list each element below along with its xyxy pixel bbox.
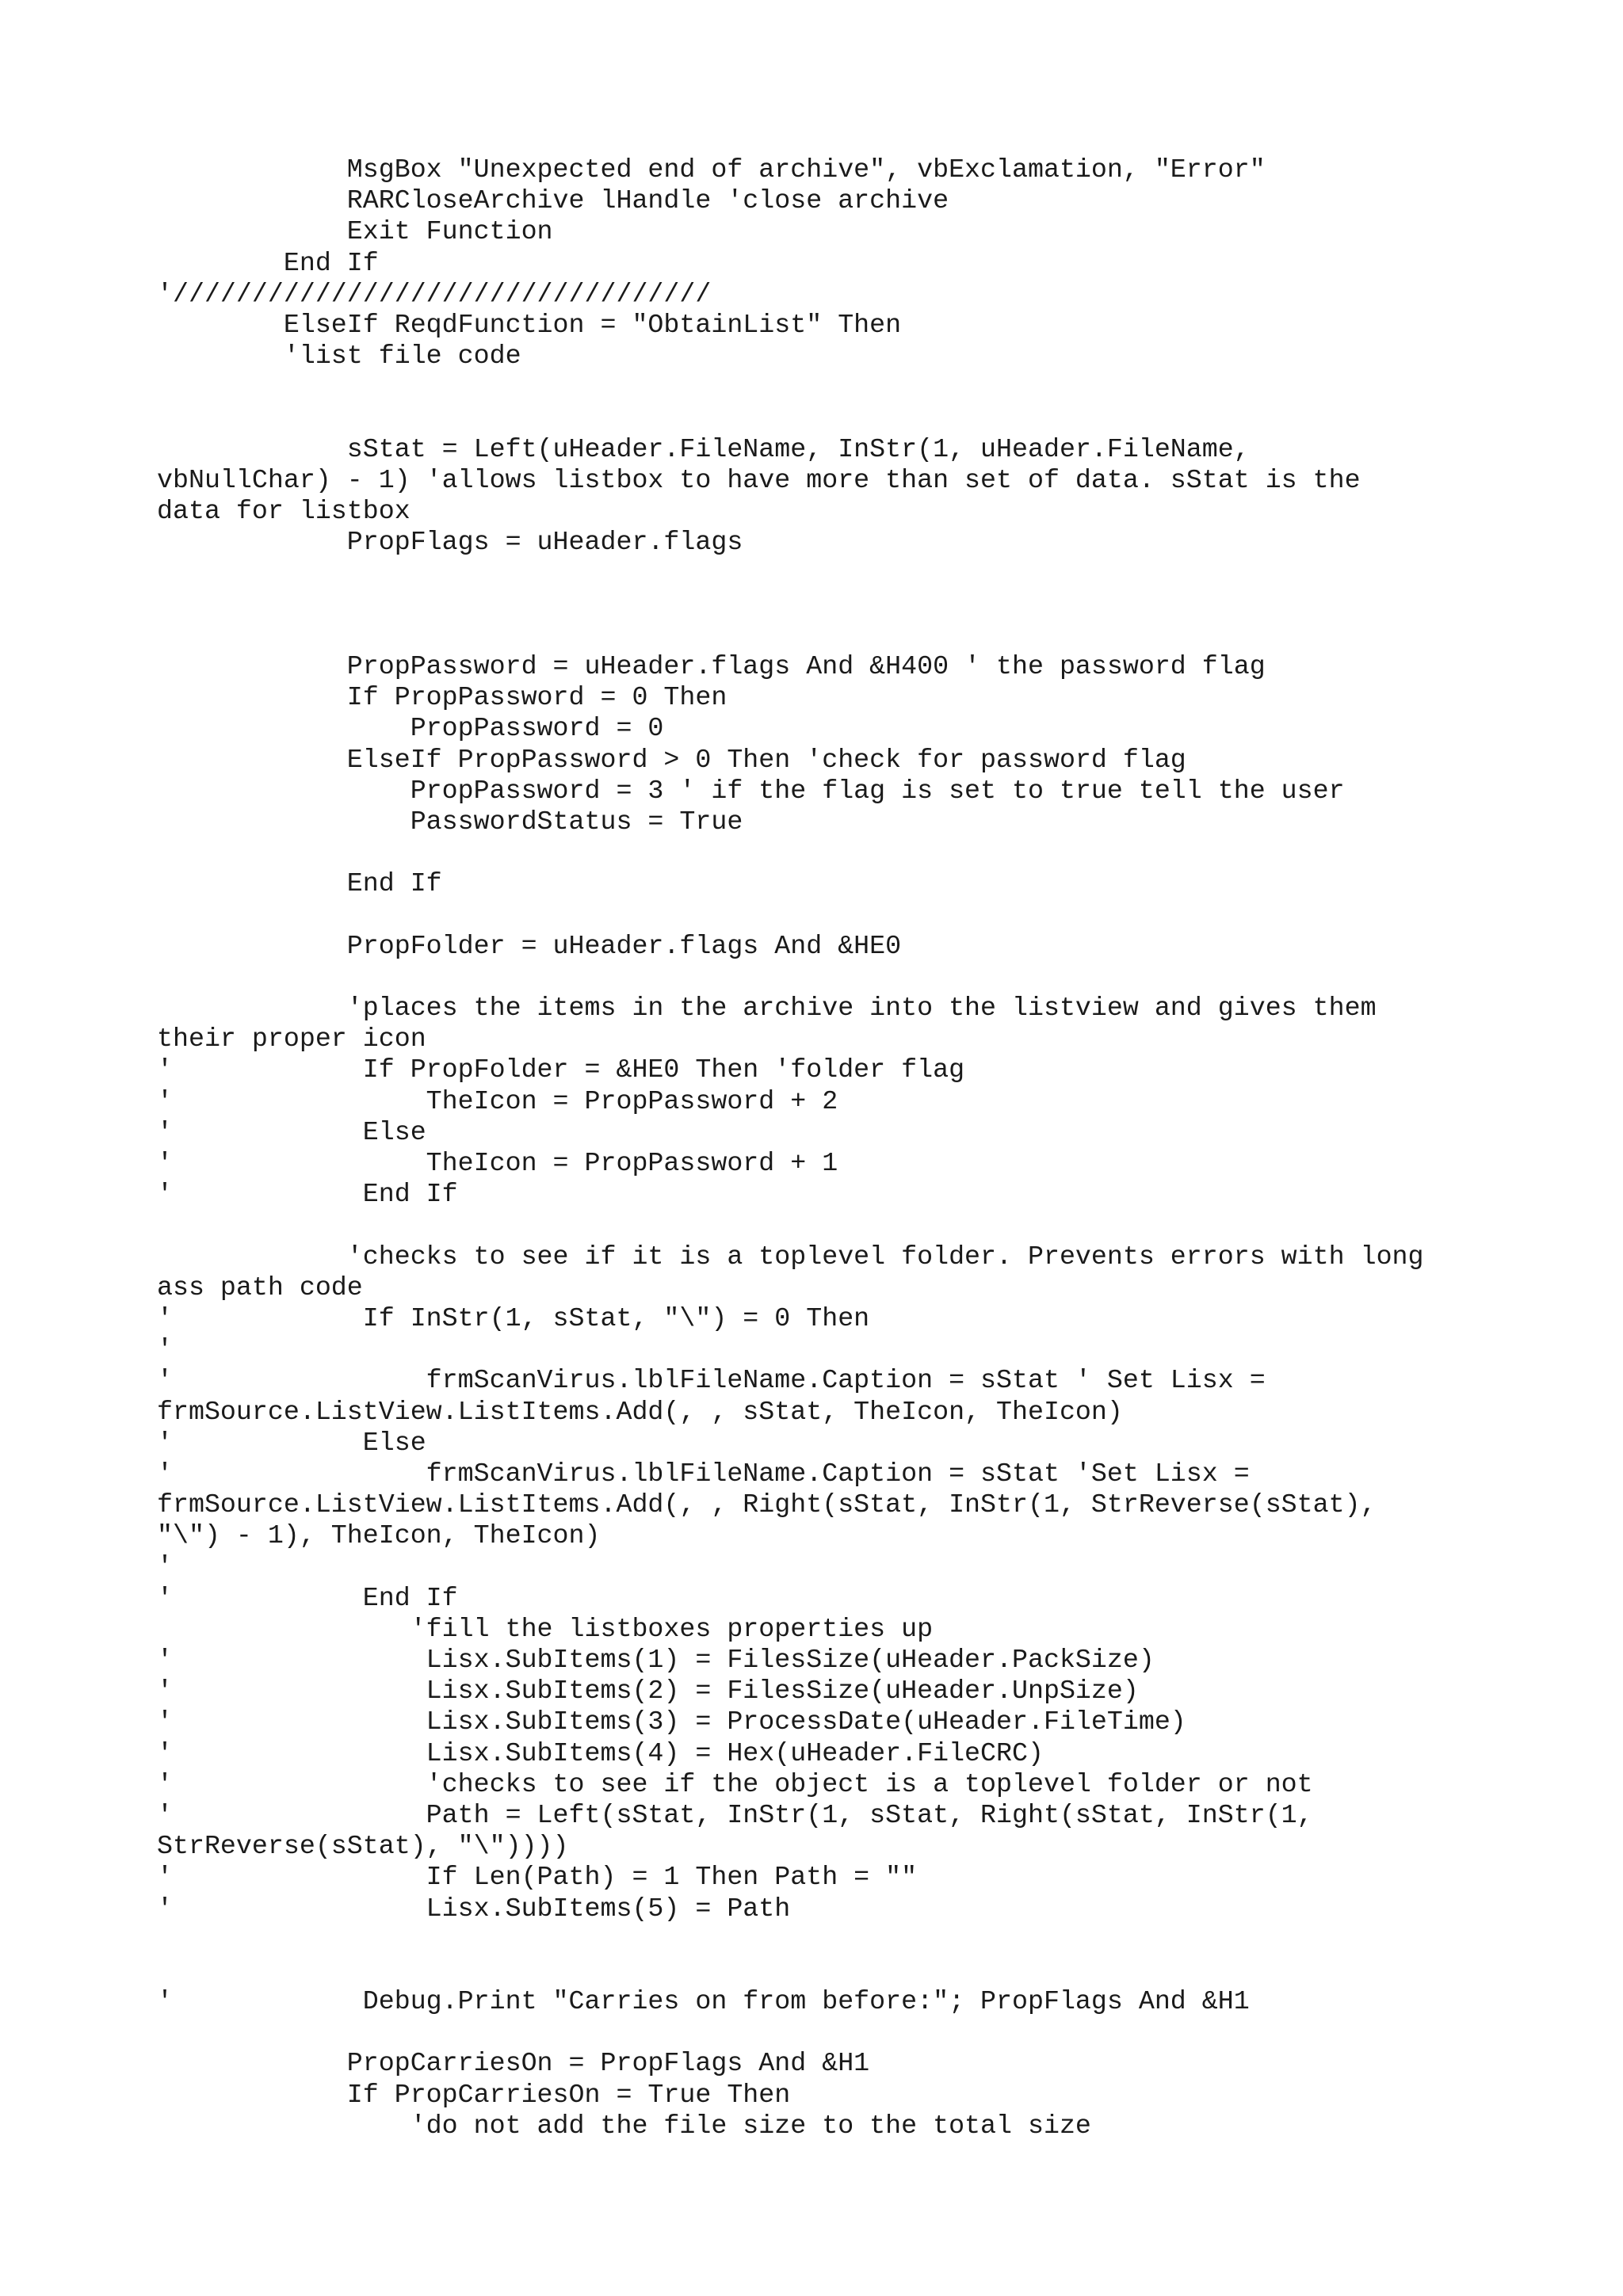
code-line: StrReverse(sStat), "\")))) (157, 1831, 569, 1862)
code-line: ' 'checks to see if the object is a toplevel folder or not (157, 1768, 1313, 1799)
code-line: ' Lisx.SubItems(1) = FilesSize(uHeader.PackSize) (157, 1645, 1155, 1675)
code-listing (157, 154, 1424, 2142)
code-line: ' Lisx.SubItems(4) = Hex(uHeader.FileCRC) (157, 1737, 1044, 1768)
code-line (157, 2017, 1424, 2048)
code-line (157, 1924, 1424, 1955)
code-line: ' Lisx.SubItems(3) = ProcessDate(uHeader.FileTime) (157, 1707, 1186, 1737)
code-line: PropFolder = uHeader.flags And &HE0 (157, 930, 902, 961)
code-line: '////////////////////////////////// (157, 278, 712, 309)
code-line: ElseIf PropPassword > 0 Then 'check for password flag (157, 744, 1186, 775)
code-line: PropFlags = uHeader.flags (157, 527, 743, 558)
code-line: ' End If (157, 1582, 458, 1613)
code-line: MsgBox "Unexpected end of archive", vbExclamation, "Error" (157, 154, 1266, 185)
code-line (157, 558, 1424, 589)
code-line: ' If InStr(1, sStat, "\") = 0 Then (157, 1302, 870, 1333)
code-line: ElseIf ReqdFunction = "ObtainList" Then (157, 309, 902, 340)
code-line (157, 589, 1424, 620)
code-line: ' If Len(Path) = 1 Then Path = "" (157, 1862, 918, 1893)
code-line: frmSource.ListView.ListItems.Add(, , Right(sStat, InStr(1, StrReverse(sStat), (157, 1489, 1377, 1520)
code-line: 'checks to see if it is a toplevel folder. Prevents errors with long (157, 1241, 1424, 1272)
code-line: PropPassword = 0 (157, 713, 664, 744)
code-line: "\") - 1), TheIcon, TheIcon) (157, 1520, 601, 1551)
code-line: ' frmScanVirus.lblFileName.Caption = sStat 'Set Lisx = (157, 1458, 1250, 1489)
code-line: 'places the items in the archive into the listview and gives them (157, 993, 1377, 1024)
code-line (157, 962, 1424, 993)
code-line: ' If PropFolder = &HE0 Then 'folder flag (157, 1055, 965, 1085)
code-line (157, 1210, 1424, 1241)
code-line: RARCloseArchive lHandle 'close archive (157, 185, 949, 216)
code-line: ass path code (157, 1272, 363, 1302)
code-line: ' Debug.Print "Carries on from before:"; PropFlags And &H1 (157, 1986, 1250, 2017)
code-line: ' Path = Left(sStat, InStr(1, sStat, Right(sStat, InStr(1, (157, 1799, 1313, 1830)
code-line: vbNullChar) - 1) 'allows listbox to have more than set of data. sStat is the (157, 464, 1361, 495)
code-line (157, 403, 1424, 434)
code-line: ' (157, 1551, 173, 1582)
code-line (157, 900, 1424, 931)
code-line (157, 1955, 1424, 1986)
code-line: ' Else (157, 1427, 426, 1458)
code-line (157, 837, 1424, 868)
code-line: sStat = Left(uHeader.FileName, InStr(1, uHeader.FileName, (157, 433, 1250, 464)
code-line: If PropPassword = 0 Then (157, 682, 727, 713)
code-line: data for listbox (157, 496, 411, 527)
code-line (157, 620, 1424, 651)
code-line: End If (157, 868, 442, 899)
code-line: ' (157, 1334, 173, 1365)
code-line (157, 372, 1424, 402)
code-line: PasswordStatus = True (157, 806, 743, 837)
code-line: 'do not add the file size to the total size (157, 2110, 1091, 2141)
code-line: ' Else (157, 1116, 426, 1147)
code-line: ' TheIcon = PropPassword + 1 (157, 1148, 838, 1178)
code-line: ' End If (157, 1179, 458, 1210)
code-line: PropCarriesOn = PropFlags And &H1 (157, 2048, 870, 2079)
code-line: ' TheIcon = PropPassword + 2 (157, 1085, 838, 1116)
code-line: ' frmScanVirus.lblFileName.Caption = sStat ' Set Lisx = (157, 1365, 1266, 1396)
code-line: their proper icon (157, 1024, 426, 1055)
code-line: 'fill the listboxes properties up (157, 1613, 934, 1644)
code-line: frmSource.ListView.ListItems.Add(, , sStat, TheIcon, TheIcon) (157, 1396, 1123, 1427)
code-line: Exit Function (157, 216, 553, 247)
code-line: ' Lisx.SubItems(5) = Path (157, 1893, 791, 1924)
code-line: ' Lisx.SubItems(2) = FilesSize(uHeader.UnpSize) (157, 1676, 1139, 1707)
code-line: End If (157, 247, 379, 278)
code-line: PropPassword = 3 ' if the flag is set to true tell the user (157, 775, 1345, 806)
code-line: PropPassword = uHeader.flags And &H400 ' the password flag (157, 651, 1266, 681)
code-line: If PropCarriesOn = True Then (157, 2079, 791, 2110)
code-line: 'list file code (157, 341, 521, 372)
